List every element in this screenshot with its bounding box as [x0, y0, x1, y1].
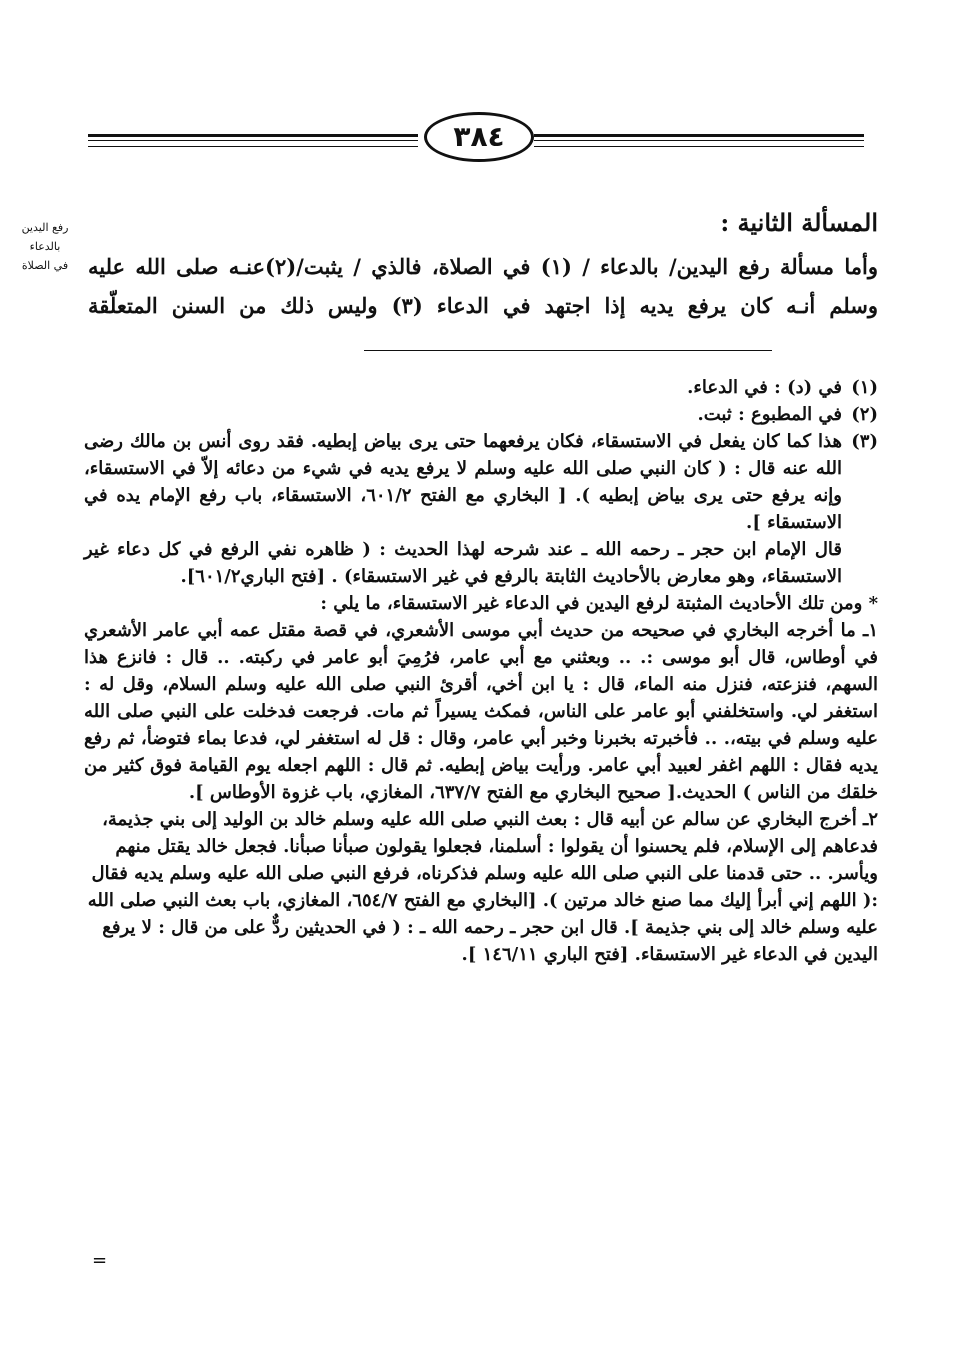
main-text	[88, 208, 878, 325]
footnote-3-text: هذا كما كان يفعل في الاستسقاء، فكان يرفعهما حتى يرى بياض إبطيه. فقد روى أنس بن مالك رضى الله عنه قال : ( كان النبي صلى الله عليه وسلم لا يرفع يديه في شيء من دعائه إلاّ في الاستسقاء، وإنه يرفع حتى يرى بياض إبطيه ). [ البخاري مع الفتح ٦٠١/٢، الاستسقاء، باب رفع الإمام يده في الاستسقاء ].	[84, 431, 842, 533]
main-paragraph: وأما مسألة رفع اليدين/ بالدعاء / (١) في الصلاة، فالذي / يثبت/(٢)عنـه صلى الله عليه وسلم أنـه كان يرفع يديه إذا اجتهد في الدعاء (٣) وليس ذلك من السنن المتعلّقة	[88, 254, 878, 318]
margin-note	[6, 218, 84, 275]
continuation-mark: =	[92, 1250, 108, 1271]
footnotes	[84, 374, 878, 968]
margin-note-line-1: رفع اليدين	[21, 221, 69, 234]
footnote-1-text: في (د) : في الدعاء.	[687, 377, 842, 398]
margin-note-line-2: بالدعاء	[29, 240, 61, 253]
header-rule-right	[534, 134, 864, 147]
footnote-2-text: في المطبوع : ثبت.	[697, 404, 842, 425]
footnote-3-item-1: ١ـ ما أخرجه البخاري في صحيحه من حديث أبي موسى الأشعري، في قصة مقتل عمه أبي عامر الأشعري في أوطاس، قال أبو موسى :. .. وبعثني مع أبي عامر، فرُمِيَ أبو عامر في ركبته. .. قال : فانزع هذا السهم، فنزعته، فنزل منه الماء، قال : يا ابن أخي، أقرئ النبي صلى الله عليه وسلم السلام، وقل له : استغفر لي. واستخلفني أبو عامر على الناس، فمكث يسيراً ثم مات. فرجعت فدخلت على النبي صلى الله عليه وسلم في بيته،. .. فأخبرته بخبرنا وخبر أبي عامر، وقال : قل له استغفر لي، فدعا بماء فتوضأ، ثم رفع يديه فقال : اللهم اغفر لعبيد أبي عامر. ورأيت بياض إبطيه. ثم قال : اللهم اجعله يوم القيامة فوق كثير من خلقك من الناس ) الحديث.[ صحيح البخاري مع الفتح ٦٣٧/٧، المغازي، باب غزوة الأوطاس ].	[84, 620, 878, 803]
footnote-3-intro: * ومن تلك الأحاديث المثبتة لرفع اليدين في الدعاء غير الاستسقاء، ما يلي :	[320, 593, 878, 614]
header-rule-left	[88, 134, 418, 147]
footnote-3	[84, 428, 878, 536]
footnote-1	[84, 374, 878, 401]
footnote-divider	[364, 350, 772, 351]
footnote-3-item-2: ٢ـ أخرج البخاري عن سالم عن أبيه قال : بعث النبي صلى الله عليه وسلم خالد بن الوليد إلى بني جذيمة، فدعاهم إلى الإسلام، فلم يحسنوا أن يقولوا : أسلمنا، فجعلوا يقولون صبأنا صبأنا. فجعل خالد يقتل منهم ويأسر. .. حتى قدمنا على النبي صلى الله عليه وسلم فذكرناه، فرفع النبي صلى الله عليه وسلم يديه فقال :( اللهم إني أبرأ إليك مما صنع خالد مرتين ). [البخاري مع الفتح ٦٥٤/٧، المغازي، باب بعث النبي صلى الله عليه وسلم خالد إلى بني جذيمة ]. قال ابن حجر ـ رحمه الله ـ : ( في الحديثين ردٌّ على من قال : لا يرفع اليدين في الدعاء غير الاستسقاء. [فتح الباري ١٤٦/١١ ].	[87, 809, 878, 965]
footnote-2	[84, 401, 878, 428]
footnote-2-number: (٢)	[851, 404, 878, 425]
margin-note-line-3: في الصلاة	[21, 259, 69, 272]
section-title: المسألة الثانية :	[720, 208, 878, 237]
footnote-3-quote: قال الإمام ابن حجر ـ رحمه الله ـ عند شرحه لهذا الحديث : ( ظاهره نفي الرفع في كل دعاء غير الاستسقاء، وهو معارض بالأحاديث الثابتة بالرفع في غير الاستسقاء) . [فتح الباري٦٠١/٢].	[84, 539, 842, 587]
footnote-1-number: (١)	[851, 377, 878, 398]
page-header	[88, 110, 864, 160]
footnote-3-number: (٣)	[851, 431, 878, 452]
page-number: ٣٨٤	[424, 112, 534, 162]
